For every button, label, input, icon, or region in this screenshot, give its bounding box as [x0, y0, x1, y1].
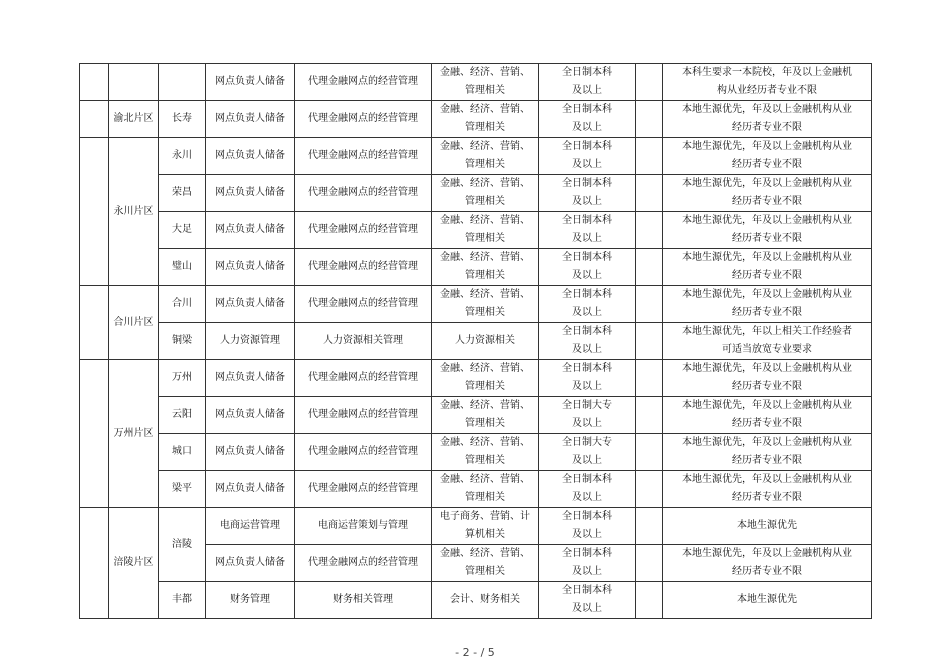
major-cell: 金融、经济、营销、 管理相关: [432, 545, 539, 582]
education-cell: 全日制本科 及以上: [539, 360, 636, 397]
district-cell: 梁平: [159, 471, 206, 508]
position-cell: 人力资源管理: [206, 323, 295, 360]
duties-cell: 财务相关管理: [295, 582, 432, 619]
district-cell: 铜梁: [159, 323, 206, 360]
education-cell: 全日制大专 及以上: [539, 434, 636, 471]
education-cell: 全日制本科 及以上: [539, 249, 636, 286]
position-cell: 网点负责人储备: [206, 101, 295, 138]
requirement-cell: 本地生源优先，年及以上金融机构从业 经历者专业不限: [663, 212, 872, 249]
duties-cell: 人力资源相关管理: [295, 323, 432, 360]
index-cell: [80, 508, 109, 619]
major-cell: 金融、经济、营销、 管理相关: [432, 101, 539, 138]
position-cell: 财务管理: [206, 582, 295, 619]
duties-cell: 代理金融网点的经营管理: [295, 360, 432, 397]
region-cell: 合川片区: [109, 286, 159, 360]
district-cell: 荣昌: [159, 175, 206, 212]
education-cell: 全日制大专 及以上: [539, 397, 636, 434]
position-cell: 网点负责人储备: [206, 360, 295, 397]
duties-cell: 代理金融网点的经营管理: [295, 471, 432, 508]
region-cell: 万州片区: [109, 360, 159, 508]
requirement-cell: 本地生源优先: [663, 508, 872, 545]
table-row: [80, 397, 872, 434]
duties-cell: 代理金融网点的经营管理: [295, 397, 432, 434]
extra-cell: [636, 286, 663, 323]
index-cell: [80, 138, 109, 286]
district-cell: 丰都: [159, 582, 206, 619]
duties-cell: 代理金融网点的经营管理: [295, 212, 432, 249]
duties-cell: 电商运营策划与管理: [295, 508, 432, 545]
table-row: [80, 360, 872, 397]
region-cell: 涪陵片区: [109, 508, 159, 619]
position-cell: 网点负责人储备: [206, 434, 295, 471]
major-cell: 金融、经济、营销、 管理相关: [432, 397, 539, 434]
education-cell: 全日制本科 及以上: [539, 545, 636, 582]
requirement-cell: 本地生源优先，年及以上金融机构从业 经历者专业不限: [663, 360, 872, 397]
extra-cell: [636, 471, 663, 508]
major-cell: 金融、经济、营销、 管理相关: [432, 360, 539, 397]
major-cell: 金融、经济、营销、 管理相关: [432, 212, 539, 249]
position-cell: 网点负责人储备: [206, 286, 295, 323]
index-cell: [80, 101, 109, 138]
duties-cell: 代理金融网点的经营管理: [295, 545, 432, 582]
duties-cell: 代理金融网点的经营管理: [295, 249, 432, 286]
requirement-cell: 本地生源优先，年及以上金融机构从业 经历者专业不限: [663, 249, 872, 286]
district-cell: [159, 64, 206, 101]
extra-cell: [636, 397, 663, 434]
extra-cell: [636, 508, 663, 545]
position-cell: 网点负责人储备: [206, 397, 295, 434]
table-row: [80, 64, 872, 101]
education-cell: 全日制本科 及以上: [539, 175, 636, 212]
education-cell: 全日制本科 及以上: [539, 508, 636, 545]
table-row: [80, 138, 872, 175]
requirement-cell: 本地生源优先，年及以上金融机构从业 经历者专业不限: [663, 175, 872, 212]
requirement-cell: 本地生源优先，年及以上金融机构从业 经历者专业不限: [663, 286, 872, 323]
extra-cell: [636, 545, 663, 582]
table-row: [80, 175, 872, 212]
position-cell: 电商运营管理: [206, 508, 295, 545]
page-number: - 2 - / 5: [455, 646, 495, 659]
table-row: [80, 471, 872, 508]
major-cell: 会计、财务相关: [432, 582, 539, 619]
requirement-cell: 本地生源优先，年及以上金融机构从业 经历者专业不限: [663, 397, 872, 434]
index-cell: [80, 360, 109, 508]
requirement-cell: 本地生源优先，年及以上金融机构从业 经历者专业不限: [663, 471, 872, 508]
extra-cell: [636, 434, 663, 471]
region-cell: [109, 64, 159, 101]
education-cell: 全日制本科 及以上: [539, 323, 636, 360]
table-row: [80, 101, 872, 138]
requirement-cell: 本地生源优先，年及以上金融机构从业 经历者专业不限: [663, 545, 872, 582]
extra-cell: [636, 101, 663, 138]
index-cell: [80, 64, 109, 101]
recruitment-table: [79, 63, 872, 619]
index-cell: [80, 286, 109, 360]
extra-cell: [636, 212, 663, 249]
requirement-cell: 本科生要求一本院校，年及以上金融机 构从业经历者专业不限: [663, 64, 872, 101]
extra-cell: [636, 64, 663, 101]
requirement-cell: 本地生源优先，年及以上金融机构从业 经历者专业不限: [663, 101, 872, 138]
education-cell: 全日制本科 及以上: [539, 101, 636, 138]
table-row: [80, 508, 872, 545]
table-row: [80, 434, 872, 471]
education-cell: 全日制本科 及以上: [539, 582, 636, 619]
table-row: [80, 212, 872, 249]
requirement-cell: 本地生源优先: [663, 582, 872, 619]
duties-cell: 代理金融网点的经营管理: [295, 101, 432, 138]
district-cell: 永川: [159, 138, 206, 175]
major-cell: 金融、经济、营销、 管理相关: [432, 286, 539, 323]
major-cell: 金融、经济、营销、 管理相关: [432, 434, 539, 471]
district-cell: 云阳: [159, 397, 206, 434]
position-cell: 网点负责人储备: [206, 471, 295, 508]
table-row: [80, 249, 872, 286]
major-cell: 金融、经济、营销、 管理相关: [432, 249, 539, 286]
district-cell: 合川: [159, 286, 206, 323]
education-cell: 全日制本科 及以上: [539, 138, 636, 175]
education-cell: 全日制本科 及以上: [539, 212, 636, 249]
position-cell: 网点负责人储备: [206, 138, 295, 175]
education-cell: 全日制本科 及以上: [539, 64, 636, 101]
duties-cell: 代理金融网点的经营管理: [295, 64, 432, 101]
major-cell: 金融、经济、营销、 管理相关: [432, 64, 539, 101]
major-cell: 人力资源相关: [432, 323, 539, 360]
position-cell: 网点负责人储备: [206, 212, 295, 249]
district-cell: 城口: [159, 434, 206, 471]
requirement-cell: 本地生源优先，年及以上金融机构从业 经历者专业不限: [663, 434, 872, 471]
education-cell: 全日制本科 及以上: [539, 471, 636, 508]
duties-cell: 代理金融网点的经营管理: [295, 286, 432, 323]
major-cell: 金融、经济、营销、 管理相关: [432, 471, 539, 508]
district-cell: 大足: [159, 212, 206, 249]
position-cell: 网点负责人储备: [206, 175, 295, 212]
requirement-cell: 本地生源优先，年及以上金融机构从业 经历者专业不限: [663, 138, 872, 175]
duties-cell: 代理金融网点的经营管理: [295, 434, 432, 471]
position-cell: 网点负责人储备: [206, 64, 295, 101]
extra-cell: [636, 175, 663, 212]
position-cell: 网点负责人储备: [206, 249, 295, 286]
district-cell: 涪陵: [159, 508, 206, 582]
extra-cell: [636, 360, 663, 397]
district-cell: 万州: [159, 360, 206, 397]
position-cell: 网点负责人储备: [206, 545, 295, 582]
district-cell: 璧山: [159, 249, 206, 286]
extra-cell: [636, 582, 663, 619]
major-cell: 电子商务、营销、计 算机相关: [432, 508, 539, 545]
district-cell: 长寿: [159, 101, 206, 138]
duties-cell: 代理金融网点的经营管理: [295, 175, 432, 212]
extra-cell: [636, 249, 663, 286]
major-cell: 金融、经济、营销、 管理相关: [432, 175, 539, 212]
major-cell: 金融、经济、营销、 管理相关: [432, 138, 539, 175]
region-cell: 渝北片区: [109, 101, 159, 138]
table-row: [80, 582, 872, 619]
education-cell: 全日制本科 及以上: [539, 286, 636, 323]
table-row: [80, 286, 872, 323]
extra-cell: [636, 323, 663, 360]
duties-cell: 代理金融网点的经营管理: [295, 138, 432, 175]
requirement-cell: 本地生源优先，年以上相关工作经验者 可适当放宽专业要求: [663, 323, 872, 360]
region-cell: 永川片区: [109, 138, 159, 286]
table-row: [80, 323, 872, 360]
extra-cell: [636, 138, 663, 175]
